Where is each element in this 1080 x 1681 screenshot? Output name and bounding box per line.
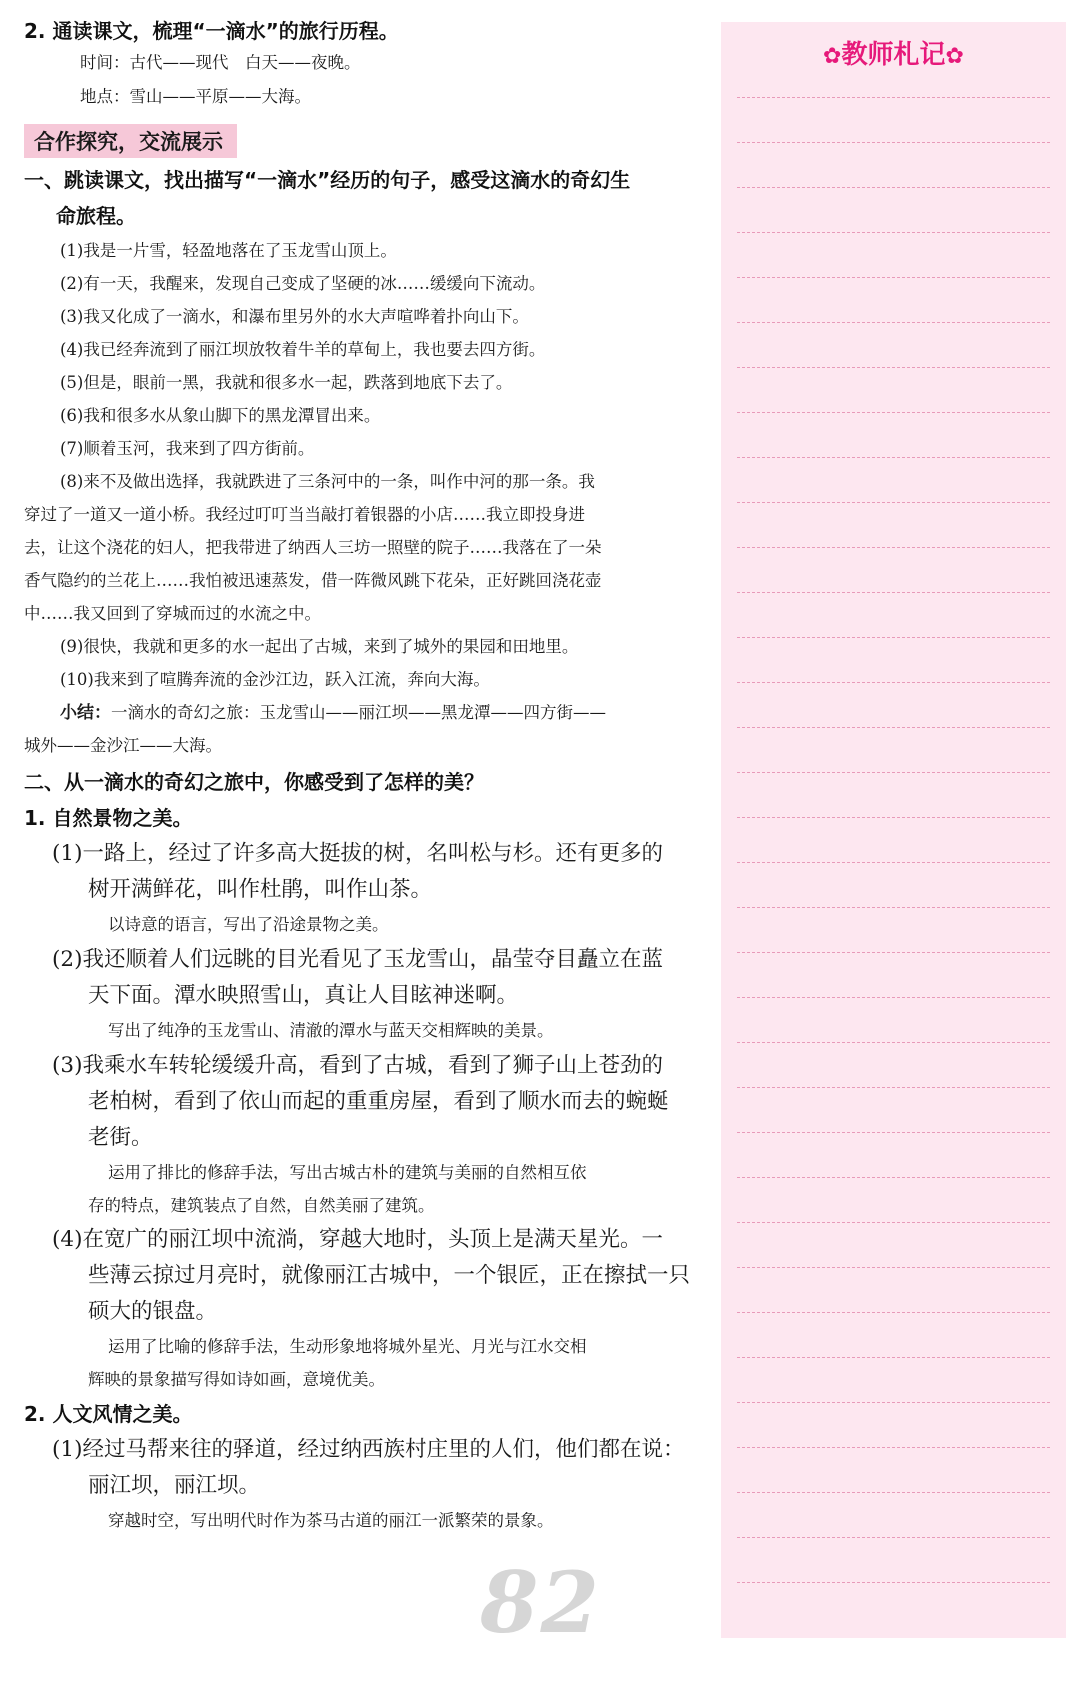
note-line	[737, 682, 1050, 683]
question-line: 丽江坝，丽江坝。	[88, 1473, 261, 1498]
note-line	[737, 772, 1050, 773]
note-line	[737, 232, 1050, 233]
list-item: (1)我是一片雪，轻盈地落在了玉龙雪山顶上。	[60, 241, 397, 260]
note-line	[737, 1357, 1050, 1358]
list-item-8-line: (8)来不及做出选择，我就跌进了三条河中的一条，叫作中河的那一条。我	[60, 472, 595, 491]
top-heading: 2. 通读课文，梳理“一滴水”的旅行历程。	[24, 19, 399, 43]
question-line: 老街。	[88, 1125, 153, 1150]
list-item-8-line: 穿过了一道又一道小桥。我经过叮叮当当敲打着银器的小店……我立即投身进	[24, 505, 585, 524]
answer-line: 写出了纯净的玉龙雪山、清澈的潭水与蓝天交相辉映的美景。	[108, 1021, 554, 1040]
question-line: (1)一路上，经过了许多高大挺拔的树，名叫松与杉。还有更多的	[52, 841, 663, 866]
note-line	[737, 1402, 1050, 1403]
list-item-8-line: 香气隐约的兰花上……我怕被迅速蒸发，借一阵微风跳下花朵，正好跳回浇花壶	[24, 571, 602, 590]
page-number: 82	[480, 1553, 601, 1652]
note-line	[737, 187, 1050, 188]
summary-tag: 小结：	[60, 703, 111, 723]
list-item: (2)有一天，我醒来，发现自己变成了坚硬的冰……缓缓向下流动。	[60, 274, 546, 293]
summary-line	[24, 696, 714, 729]
teacher-notes-label: 教师札记	[841, 40, 946, 70]
list-item: (9)很快，我就和更多的水一起出了古城，来到了城外的果园和田地里。	[60, 637, 579, 656]
note-line	[737, 907, 1050, 908]
answer-line: 运用了排比的修辞手法，写出古城古朴的建筑与美丽的自然相互依	[108, 1163, 587, 1182]
answer-line: 穿越时空，写出明代时作为茶马古道的丽江一派繁荣的景象。	[108, 1511, 554, 1530]
note-line	[737, 1177, 1050, 1178]
question-line: 树开满鲜花，叫作杜鹃，叫作山茶。	[88, 877, 433, 902]
list-item: (3)我又化成了一滴水，和瀑布里另外的水大声喧哗着扑向山下。	[60, 307, 529, 326]
note-line	[737, 1087, 1050, 1088]
note-line	[737, 97, 1050, 98]
list-item-8-line: 去，让这个浇花的妇人，把我带进了纳西人三坊一照壁的院子……我落在了一朵	[24, 538, 602, 557]
answer-line: 运用了比喻的修辞手法，生动形象地将城外星光、月光与江水交相	[108, 1337, 587, 1356]
question-line: (4)在宽广的丽江坝中流淌，穿越大地时，头顶上是满天星光。一	[52, 1227, 663, 1252]
note-line	[737, 1312, 1050, 1313]
flower-icon: ✿	[823, 44, 842, 69]
note-line	[737, 412, 1050, 413]
note-line	[737, 322, 1050, 323]
note-line	[737, 502, 1050, 503]
part1-heading-line2: 命旅程。	[56, 204, 136, 228]
note-line	[737, 1492, 1050, 1493]
note-line	[737, 997, 1050, 998]
part2-heading: 二、从一滴水的奇幻之旅中，你感受到了怎样的美？	[24, 770, 484, 794]
time-line: 时间：古代——现代 白天——夜晚。	[80, 53, 361, 72]
question-line: (1)经过马帮来往的驿道，经过纳西族村庄里的人们，他们都在说：	[52, 1437, 685, 1462]
part2-sub2: 2. 人文风情之美。	[24, 1402, 193, 1426]
note-line	[737, 727, 1050, 728]
note-line	[737, 1582, 1050, 1583]
answer-line: 存的特点，建筑装点了自然，自然美丽了建筑。	[88, 1196, 435, 1215]
note-line	[737, 547, 1050, 548]
main-content	[24, 10, 714, 1538]
teacher-notes-title	[721, 34, 1066, 71]
note-line	[737, 637, 1050, 638]
question-line: (3)我乘水车转轮缓缓升高，看到了古城，看到了狮子山上苍劲的	[52, 1053, 663, 1078]
list-item: (5)但是，眼前一黑，我就和很多水一起，跌落到地底下去了。	[60, 373, 513, 392]
note-line	[737, 457, 1050, 458]
note-line	[737, 592, 1050, 593]
question-line: 天下面。潭水映照雪山，真让人目眩神迷啊。	[88, 983, 519, 1008]
teacher-notes-panel	[721, 22, 1066, 1638]
list-item: (7)顺着玉河，我来到了四方街前。	[60, 439, 315, 458]
note-line	[737, 1537, 1050, 1538]
summary-text: 一滴水的奇幻之旅：玉龙雪山——丽江坝——黑龙潭——四方街——	[111, 703, 606, 722]
note-line	[737, 142, 1050, 143]
summary-line2: 城外——金沙江——大海。	[24, 736, 222, 755]
note-line	[737, 1267, 1050, 1268]
part2-sub1: 1. 自然景物之美。	[24, 806, 193, 830]
note-line	[737, 862, 1050, 863]
question-line: 老柏树，看到了依山而起的重重房屋，看到了顺水而去的蜿蜒	[88, 1089, 669, 1114]
section-banner: 合作探究，交流展示	[24, 124, 237, 158]
list-item: (4)我已经奔流到了丽江坝放牧着牛羊的草甸上，我也要去四方街。	[60, 340, 546, 359]
note-line	[737, 1222, 1050, 1223]
note-line	[737, 1042, 1050, 1043]
answer-line: 以诗意的语言，写出了沿途景物之美。	[108, 915, 389, 934]
list-item: (6)我和很多水从象山脚下的黑龙潭冒出来。	[60, 406, 381, 425]
list-item-8-line: 中……我又回到了穿城而过的水流之中。	[24, 604, 321, 623]
list-item: (10)我来到了喧腾奔流的金沙江边，跃入江流，奔向大海。	[60, 670, 490, 689]
flower-icon: ✿	[945, 44, 964, 69]
note-line	[737, 1447, 1050, 1448]
note-line	[737, 1132, 1050, 1133]
question-line: 些薄云掠过月亮时，就像丽江古城中，一个银匠，正在擦拭一只	[88, 1263, 691, 1288]
note-line	[737, 817, 1050, 818]
note-line	[737, 277, 1050, 278]
answer-line: 辉映的景象描写得如诗如画，意境优美。	[88, 1370, 385, 1389]
part1-heading-line1: 一、跳读课文，找出描写“一滴水”经历的句子，感受这滴水的奇幻生	[24, 168, 631, 192]
place-line: 地点：雪山——平原——大海。	[80, 87, 311, 106]
section-banner-row	[24, 124, 714, 160]
question-line: (2)我还顺着人们远眺的目光看见了玉龙雪山，晶莹夺目矗立在蓝	[52, 947, 663, 972]
question-line: 硕大的银盘。	[88, 1299, 218, 1324]
note-line	[737, 367, 1050, 368]
note-line	[737, 952, 1050, 953]
